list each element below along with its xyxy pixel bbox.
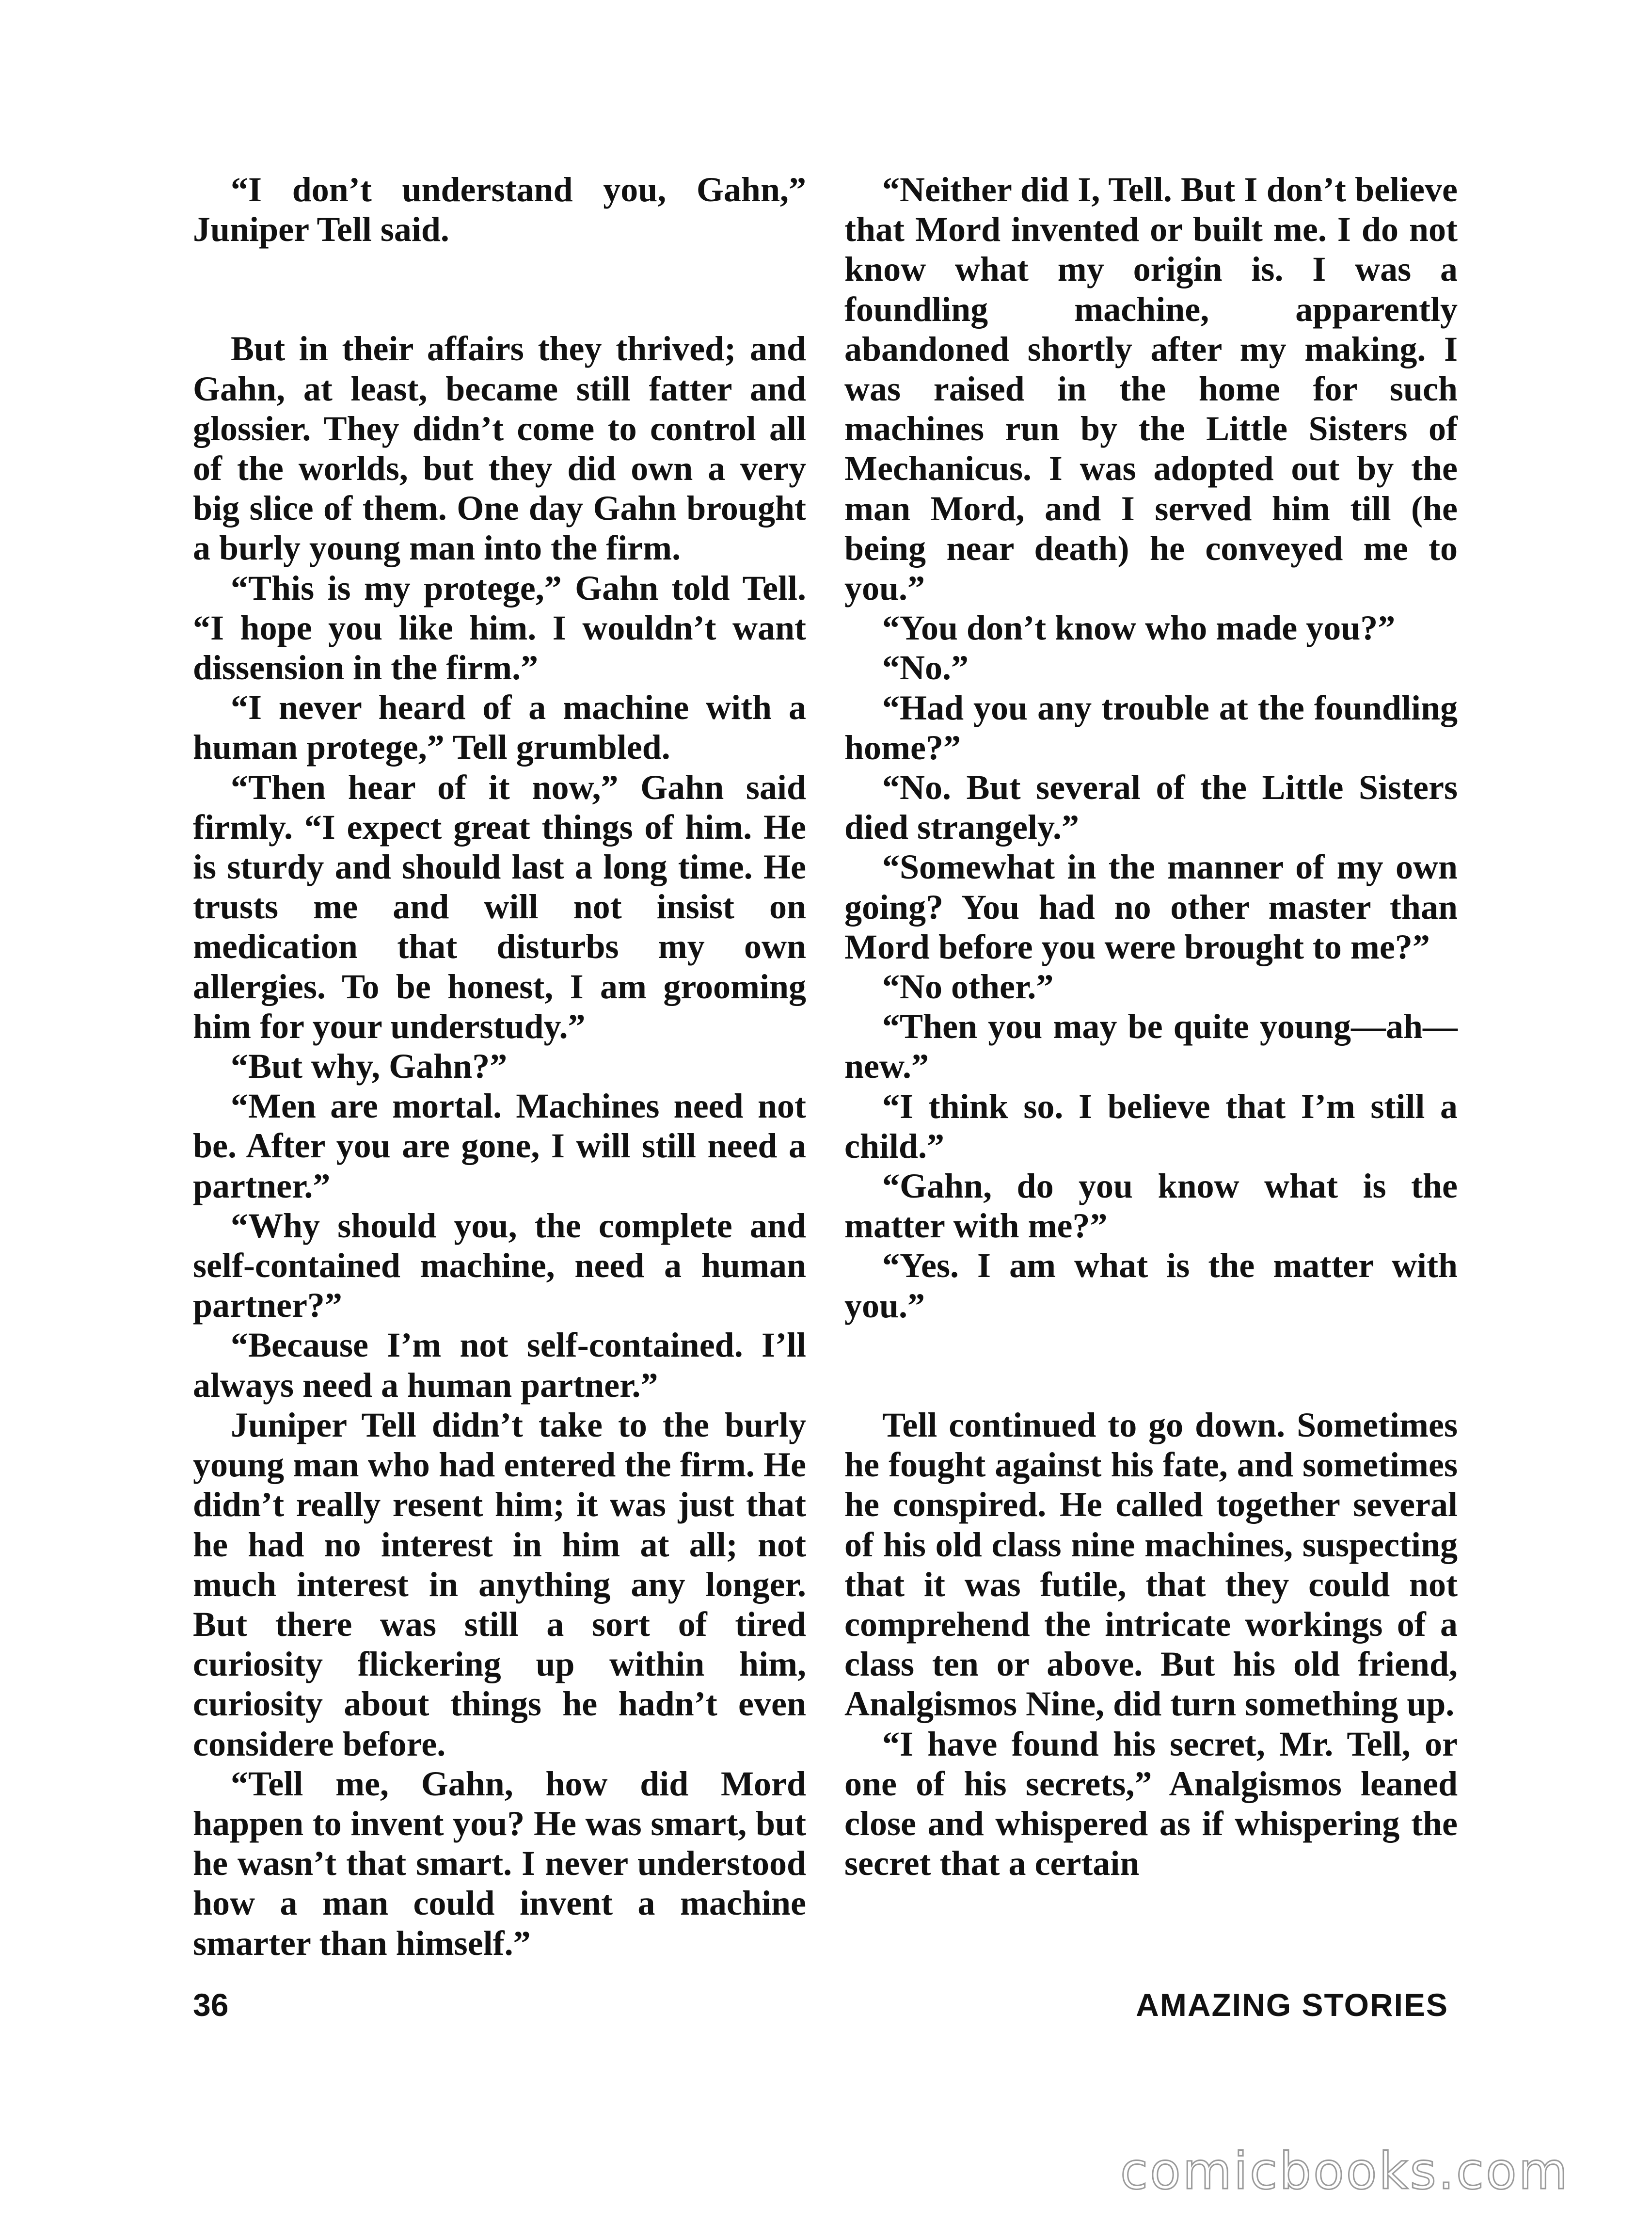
paragraph: “But why, Gahn?” [231, 1047, 508, 1086]
paragraph: “Gahn, do you know what is the matter with me?” [844, 1167, 1458, 1246]
paragraph: “Tell me, Gahn, how did Mord happen to invent you? He was smart, but he wasn’t that smart. I never understood how a man could invent a machine smarter than himself.” [193, 1764, 806, 1963]
paragraph: “No.” [882, 648, 969, 688]
left-column [193, 170, 806, 1963]
paragraph: “No other.” [882, 967, 1054, 1007]
page-number: 36 [193, 1987, 229, 2023]
magazine-title: AMAZING STORIES [1136, 1987, 1448, 2023]
paragraph: “I don’t understand you, Gahn,” Juniper Tell said. [193, 170, 806, 249]
paragraph: But in their affairs they thrived; and Gahn, at least, became still fatter and glossier. They didn’t come to control all of the worlds, but they did own a very big slice of them. One day Gahn brought a burly young man into the firm. [193, 329, 806, 568]
paragraph: Tell continued to go down. Sometimes he fought against his fate, and sometimes he conspired. He called together several of his old class nine machines, suspecting that it was futile, that they could not comprehend the intricate workings of a class ten or above. But his old friend, Analgismos Nine, did turn something up. [844, 1405, 1458, 1724]
paragraph: “Because I’m not self-contained. I’ll always need a human partner.” [193, 1326, 806, 1405]
paragraph: “Then you may be quite young—ah—new.” [844, 1007, 1458, 1086]
paragraph: “I have found his secret, Mr. Tell, or one of his secrets,” Analgismos leaned close and whispered as if whispering the secret that a certain [844, 1724, 1458, 1883]
paragraph: “Why should you, the complete and self-contained machine, need a human partner?” [193, 1206, 806, 1325]
paragraph: “I think so. I believe that I’m still a child.” [844, 1087, 1458, 1166]
right-column [844, 170, 1458, 1883]
paragraph: “I never heard of a machine with a human protege,” Tell grumbled. [193, 688, 806, 767]
paragraph: “No. But several of the Little Sisters died strangely.” [844, 768, 1458, 847]
paragraph: “Then hear of it now,” Gahn said firmly. “I expect great things of him. He is sturdy and should last a long time. He trusts me and will not insist on medication that disturbs my own allergies. To be honest, I am grooming him for your understudy.” [193, 768, 806, 1046]
watermark: comicbooks.com [1120, 2142, 1570, 2201]
paragraph: “Somewhat in the manner of my own going? You had no other master than Mord before you were brought to me?” [844, 848, 1458, 966]
paragraph: Juniper Tell didn’t take to the burly young man who had entered the firm. He didn’t really resent him; it was just that he had no interest in him at all; not much interest in anything any longer. But there was still a sort of tired curiosity flickering up within him, curiosity about things he hadn’t even considere before. [193, 1405, 806, 1763]
paragraph: “Had you any trouble at the foundling home?” [844, 688, 1458, 767]
paragraph: “Yes. I am what is the matter with you.” [844, 1246, 1458, 1325]
paragraph: “You don’t know who made you?” [882, 608, 1396, 648]
paragraph: “This is my protege,” Gahn told Tell. “I hope you like him. I wouldn’t want dissension in the firm.” [193, 568, 806, 688]
paragraph: “Neither did I, Tell. But I don’t believe that Mord invented or built me. I do not know what my origin is. I was a foundling machine, apparently abandoned shortly after my making. I was raised in the home for such machines run by the Little Sisters of Mechanicus. I was adopted out by the man Mord, and I served him till (he being near death) he conveyed me to you.” [844, 170, 1458, 608]
paragraph: “Men are mortal. Machines need not be. After you are gone, I will still need a partner.” [193, 1087, 806, 1205]
